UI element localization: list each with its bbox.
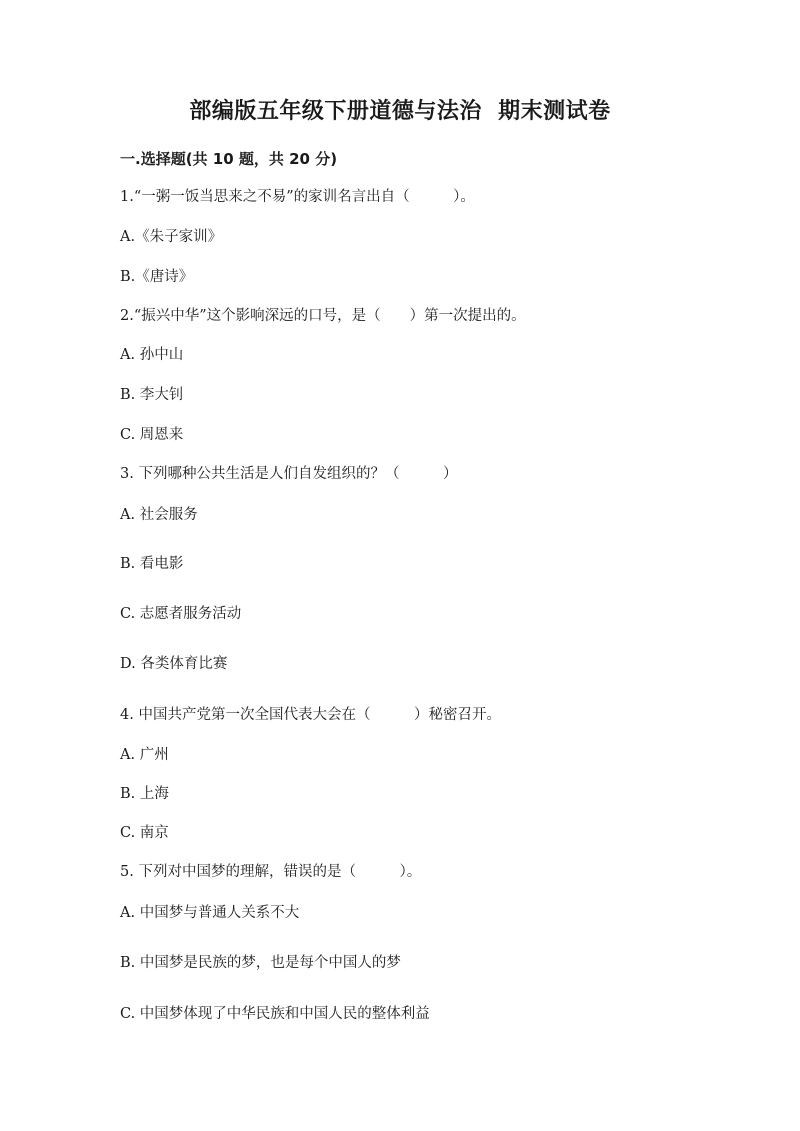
question-3-option-d: D. 各类体育比赛	[120, 656, 228, 672]
section-heading: 一.选择题(共 10 题，共 20 分)	[120, 150, 338, 168]
question-1-option-a: A.《朱子家训》	[120, 229, 223, 245]
question-1-stem: 1.“一粥一饭当思来之不易”的家训名言出自（ ）。	[120, 189, 475, 205]
question-4-option-a: A. 广州	[120, 747, 169, 763]
question-3-option-c: C. 志愿者服务活动	[120, 606, 242, 622]
question-2-option-a: A. 孙中山	[120, 347, 184, 363]
question-5-option-a: A. 中国梦与普通人关系不大	[120, 905, 300, 921]
question-5-stem: 5. 下列对中国梦的理解，错误的是（ ）。	[120, 864, 422, 880]
question-3-stem: 3. 下列哪种公共生活是人们自发组织的？（ ）	[120, 466, 458, 482]
question-5-option-c: C. 中国梦体现了中华民族和中国人民的整体利益	[120, 1006, 430, 1022]
question-2-option-b: B. 李大钊	[120, 387, 184, 403]
question-5-option-b: B. 中国梦是民族的梦，也是每个中国人的梦	[120, 955, 401, 971]
question-2-option-c: C. 周恩来	[120, 427, 184, 443]
question-4-option-b: B. 上海	[120, 786, 169, 802]
question-1-option-b: B.《唐诗》	[120, 269, 194, 285]
question-3-option-b: B. 看电影	[120, 556, 184, 572]
page-title: 部编版五年级下册道德与法治 期末测试卷	[189, 99, 611, 124]
question-4-option-c: C. 南京	[120, 825, 169, 841]
question-4-stem: 4. 中国共产党第一次全国代表大会在（ ）秘密召开。	[120, 707, 501, 723]
question-3-option-a: A. 社会服务	[120, 507, 198, 523]
question-2-stem: 2.“振兴中华”这个影响深远的口号，是（ ）第一次提出的。	[120, 308, 526, 324]
